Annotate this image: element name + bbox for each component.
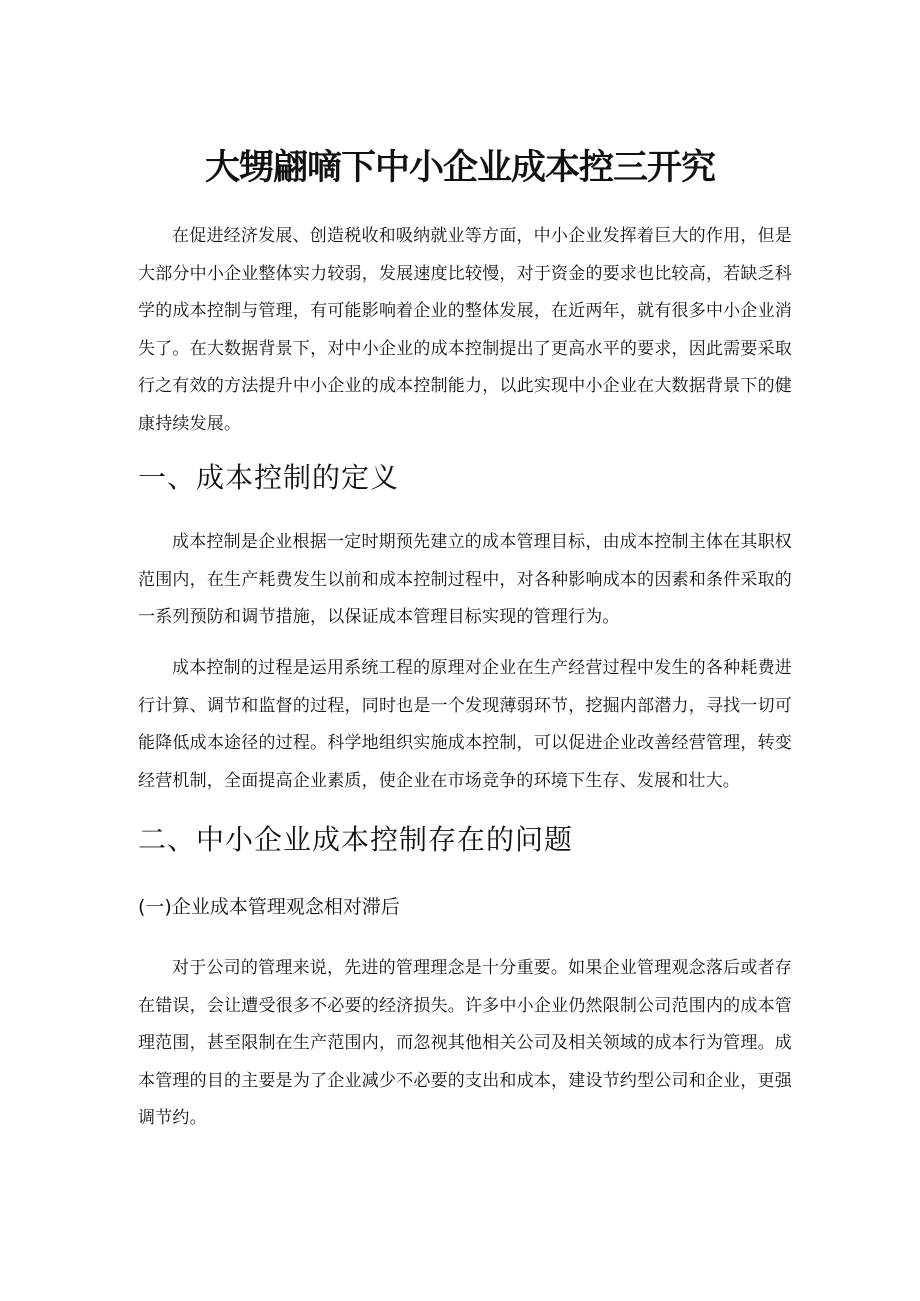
document-title: 大甥翩嘀下中小企业成本控三开究: [204, 148, 715, 188]
intro-paragraph: 在促进经济发展、创造税收和吸纳就业等方面，中小企业发挥着巨大的作用，但是大部分中小企业整体实力较弱，发展速度比较慢，对于资金的要求也比较高，若缺乏科学的成本控制与管理，有可能影响着企业的整体发展，在近两年，就有很多中小企业消失了。在大数据背景下，对中小企业的成本控制提出了更高水平的要求，因此需要采取行之有效的方法提升中小企业的成本控制能力，以此实现中小企业在大数据背景下的健康持续发展。: [138, 226, 792, 434]
subsection-heading-management-concept: (一)企业成本管理观念相对滞后: [138, 896, 400, 918]
section-heading-problems: 二、中小企业成本控制存在的问题: [138, 823, 574, 856]
definition-paragraph-2: 成本控制的过程是运用系统工程的原理对企业在生产经营过程中发生的各种耗费进行计算、调节和监督的过程，同时也是一个发现薄弱环节，挖掘内部潜力，寻找一切可能降低成本途径的过程。科学地组织实施成本控制，可以促进企业改善经营管理，转变经营机制，全面提高企业素质，使企业在市场竞争的环境下生存、发展和壮大。: [138, 658, 792, 791]
definition-paragraph-1: 成本控制是企业根据一定时期预先建立的成本管理目标，由成本控制主体在其职权范围内，在生产耗费发生以前和成本控制过程中，对各种影响成本的因素和条件采取的一系列预防和调节措施，以保证成本管理目标实现的管理行为。: [138, 532, 792, 627]
section-heading-definition: 一、成本控制的定义: [138, 461, 400, 494]
management-concept-paragraph: 对于公司的管理来说，先进的管理理念是十分重要。如果企业管理观念落后或者存在错误，会让遭受很多不必要的经济损失。许多中小企业仍然限制公司范围内的成本管理范围，甚至限制在生产范围内，而忽视其他相关公司及相关领域的成本行为管理。成本管理的目的主要是为了企业减少不必要的支出和成本，建设节约型公司和企业，更强调节约。: [138, 958, 792, 1128]
